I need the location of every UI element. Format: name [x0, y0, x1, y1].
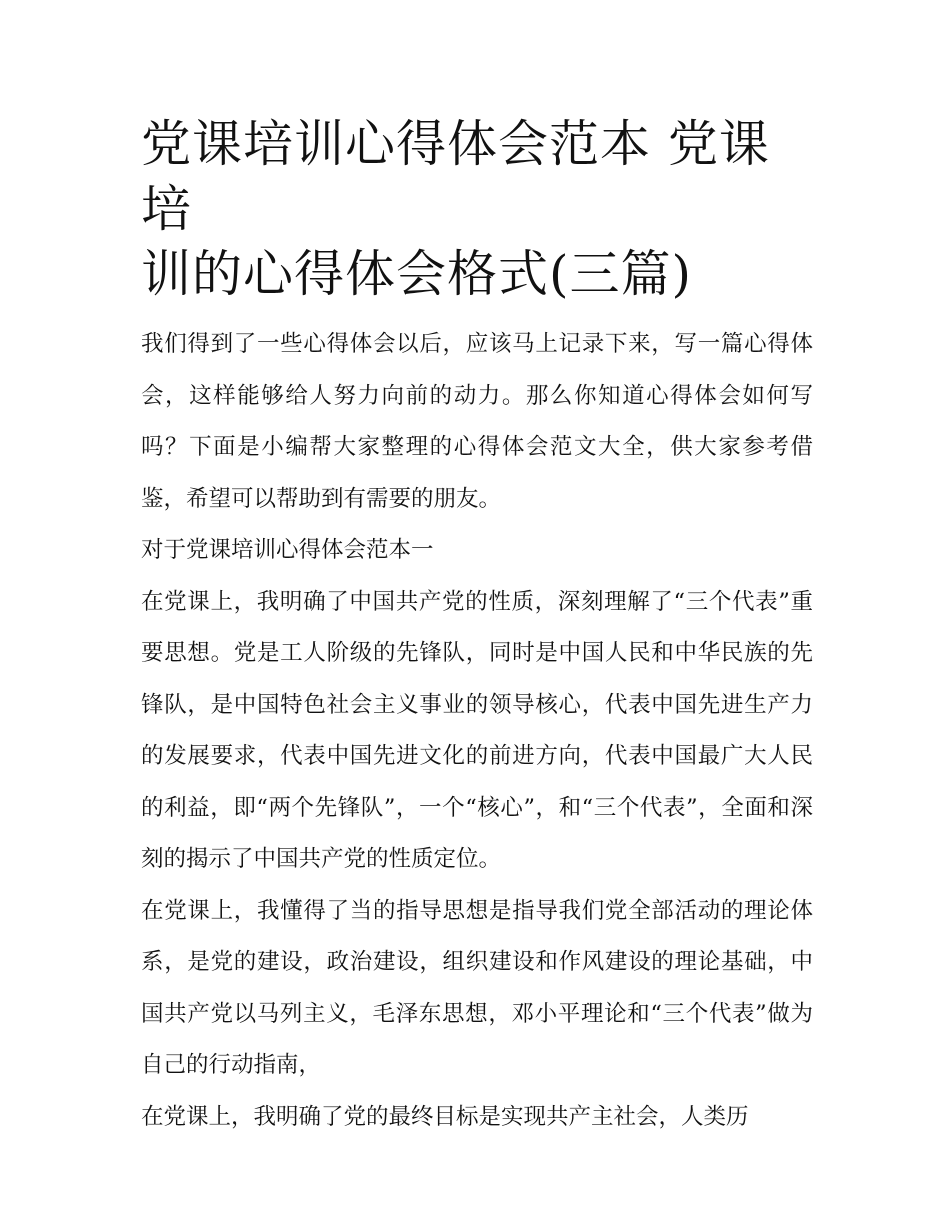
intro-paragraph: 我们得到了一些心得体会以后，应该马上记录下来，写一篇心得体会，这样能够给人努力向前的动力。那么你知道心得体会如何写吗？下面是小编帮大家整理的心得体会范文大全，供大家参考借鉴，希望可以帮助到有需要的朋友。 — [141, 331, 813, 512]
body-paragraph: 在党课上，我明确了中国共产党的性质，深刻理解了“三个代表”重要思想。党是工人阶级的先锋队，同时是中国人民和中华民族的先锋队，是中国特色社会主义事业的领导核心，代表中国先进生产力的发展要求，代表中国先进文化的前进方向，代表中国最广大人民的利益，即“两个先锋队”，一个“核心”，和“三个代表”，全面和深刻的揭示了中国共产党的性质定位。 — [141, 588, 813, 872]
title-line-2: 训的心得体会格式(三篇) — [141, 245, 693, 303]
body-paragraph: 在党课上，我懂得了当的指导思想是指导我们党全部活动的理论体系，是党的建设，政治建设，组织建设和作风建设的理论基础，中国共产党以马列主义，毛泽东思想，邓小平理论和“三个代表”做为自己的行动指南， — [141, 897, 813, 1078]
document-title — [141, 112, 813, 307]
section-heading: 对于党课培训心得体会范本一 — [141, 537, 434, 563]
document-page — [141, 112, 813, 1143]
body-paragraph: 在党课上，我明确了党的最终目标是实现共产主社会，人类历 — [141, 1103, 749, 1130]
title-line-1: 党课培训心得体会范本 党课培 — [141, 115, 770, 238]
document-body — [141, 319, 813, 1143]
